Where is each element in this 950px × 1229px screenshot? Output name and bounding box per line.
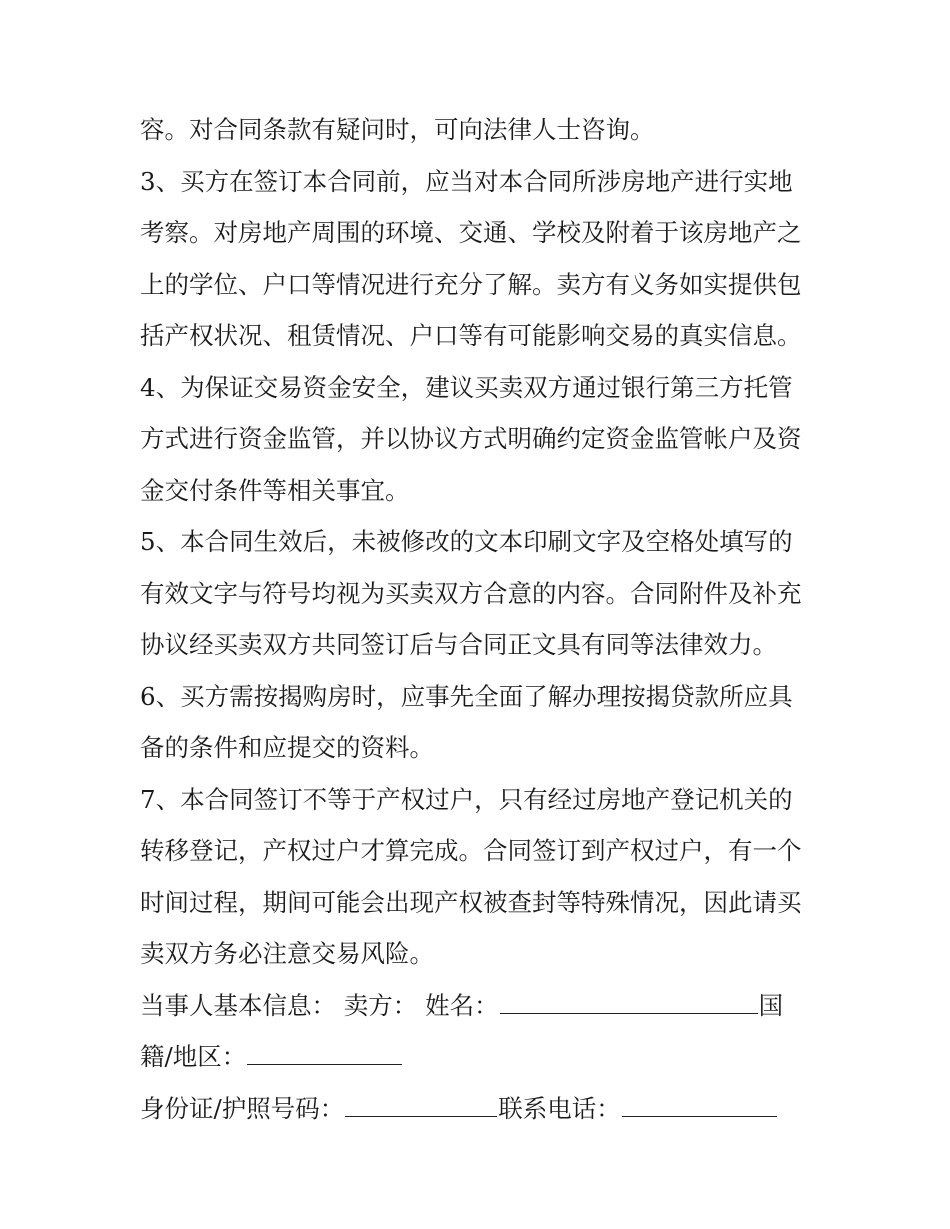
text-line-14: 7、本合同签订不等于产权过户，只有经过房地产登记机关的 — [140, 784, 793, 814]
text-line-3: 考察。对房地产周围的环境、交通、学校及附着于该房地产之 — [140, 218, 802, 247]
text-line-11: 协议经买卖双方共同签订后与合同正文具有同等法律效力。 — [140, 630, 777, 659]
text-line-10: 有效文字与符号均视为买卖双方合意的内容。合同附件及补充 — [140, 578, 802, 608]
party-info-line — [140, 980, 820, 1032]
id-label: 身份证/护照号码： — [140, 1093, 345, 1123]
text-line-16: 时间过程，期间可能会出现产权被查封等特殊情况，因此请买 — [140, 887, 802, 917]
nation-label: 籍/地区： — [140, 1042, 247, 1071]
id-blank[interactable] — [345, 1096, 497, 1117]
phone-blank[interactable] — [622, 1096, 777, 1117]
nation-line — [140, 1031, 820, 1083]
nation-blank[interactable] — [247, 1044, 402, 1065]
name-label: 姓名： — [425, 990, 499, 1020]
phone-label: 联系电话： — [498, 1093, 621, 1123]
text-line-13: 备的条件和应提交的资料。 — [140, 733, 434, 762]
nation-prefix: 国 — [758, 990, 784, 1020]
text-line-5: 括产权状况、租赁情况、户口等有可能影响交易的真实信息。 — [140, 321, 802, 350]
text-line-1: 容。对合同条款有疑问时，可向法律人士咨询。 — [140, 115, 655, 144]
text-line-8: 金交付条件等相关事宜。 — [140, 475, 410, 505]
seller-label: 卖方： — [343, 990, 418, 1020]
id-phone-line — [140, 1083, 820, 1135]
text-line-4: 上的学位、户口等情况进行充分了解。卖方有义务如实提供包 — [140, 269, 802, 299]
text-line-2: 3、买方在签订本合同前，应当对本合同所涉房地产进行实地 — [140, 166, 793, 196]
name-blank[interactable] — [500, 993, 758, 1014]
text-line-6: 4、为保证交易资金安全，建议买卖双方通过银行第三方托管 — [140, 372, 793, 402]
text-line-12: 6、买方需按揭购房时，应事先全面了解办理按揭贷款所应具 — [140, 681, 793, 711]
contract-text — [140, 104, 820, 1134]
text-line-17: 卖双方务必注意交易风险。 — [140, 939, 434, 968]
party-info-label: 当事人基本信息： — [140, 990, 336, 1020]
text-line-7: 方式进行资金监管，并以协议方式明确约定资金监管帐户及资 — [140, 424, 802, 453]
text-line-15: 转移登记，产权过户才算完成。合同签订到产权过户，有一个 — [140, 836, 802, 865]
text-line-9: 5、本合同生效后，未被修改的文本印刷文字及空格处填写的 — [140, 527, 793, 556]
